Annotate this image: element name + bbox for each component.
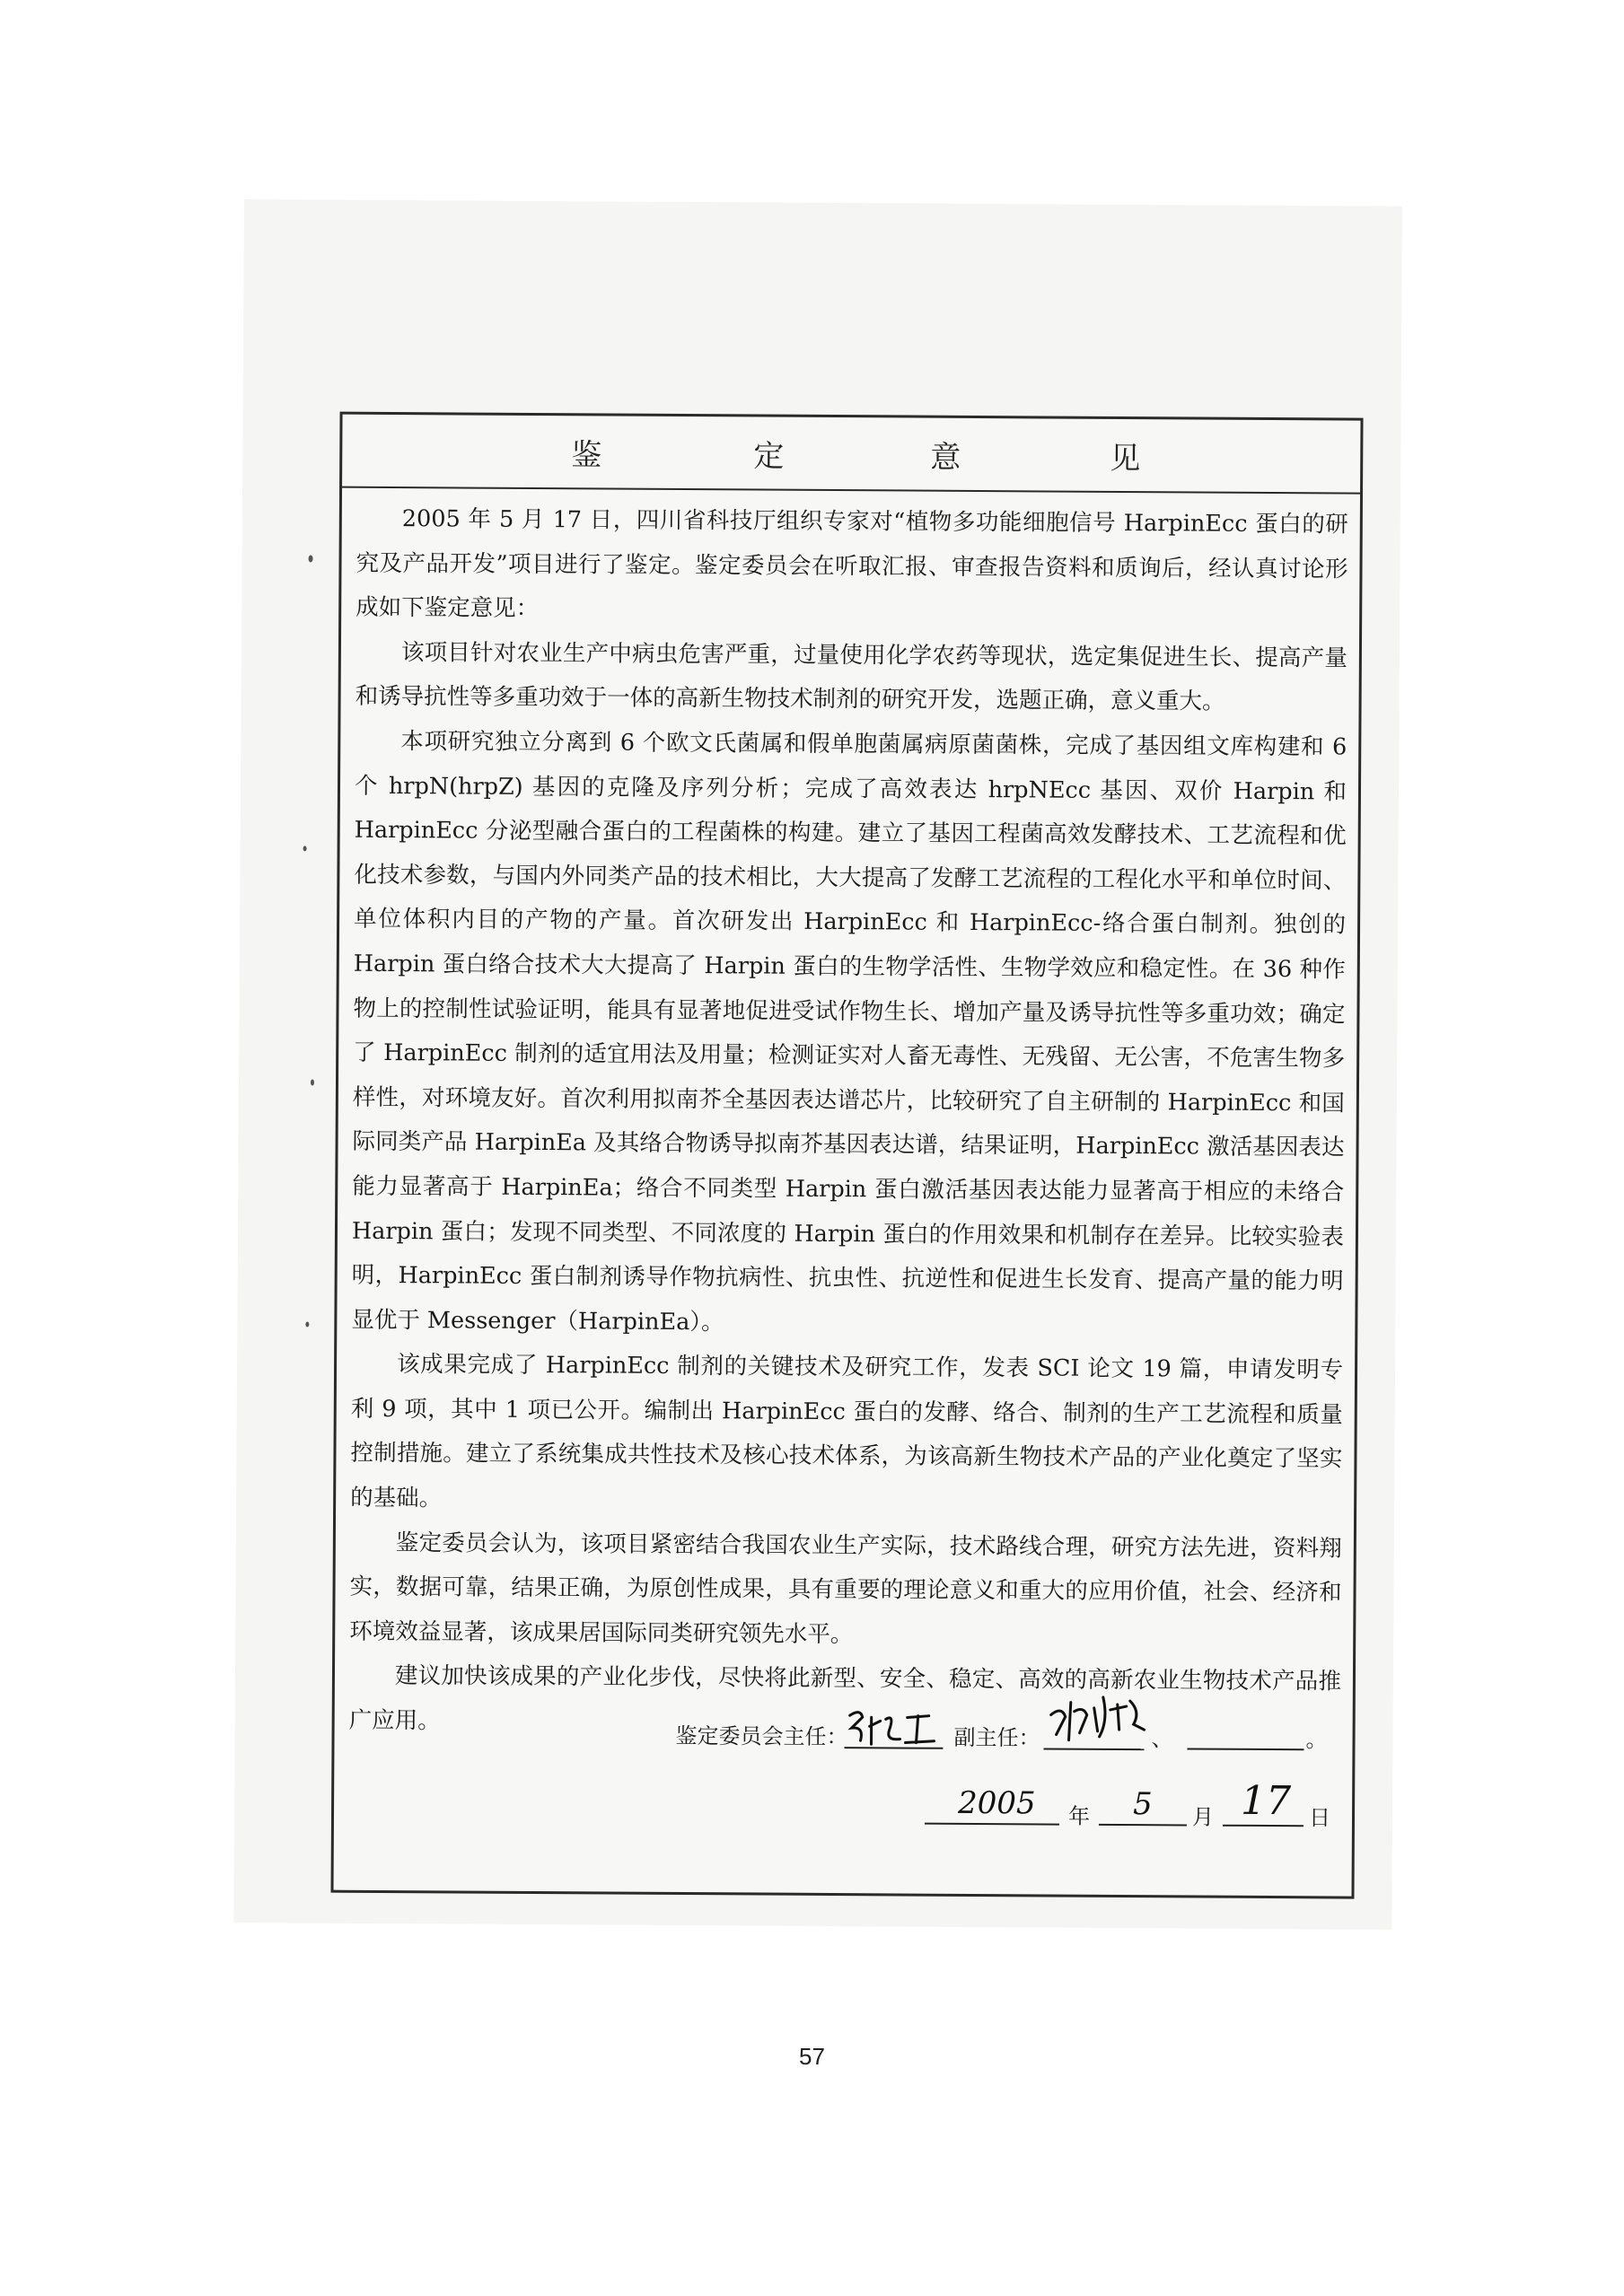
blank-signature-line	[1187, 1748, 1304, 1750]
date-day: 17	[1240, 1777, 1292, 1825]
signature-row	[334, 1707, 1357, 1758]
title-char: 见	[1110, 440, 1141, 478]
paragraph-conclusion: 鉴定委员会认为，该项目紧密结合我国农业生产实际，技术路线合理，研究方法先进，资料翔实，数据可靠，结果正确，为原创性成果，具有重要的理论意义和重大的应用价值，社会、经济和环境效益显著，该成果居国际同类研究领先水平。	[349, 1529, 1342, 1649]
chair-signature-icon	[844, 1704, 943, 1752]
scanned-page	[233, 199, 1402, 1930]
signature-end-mark: 。	[1305, 1727, 1328, 1753]
title-char: 定	[753, 438, 785, 475]
day-line	[1223, 1825, 1304, 1827]
signature-separator: 、	[1151, 1726, 1173, 1752]
title-char: 鉴	[571, 437, 602, 474]
scan-speck	[305, 1321, 309, 1327]
paragraph-intro: 2005 年 5 月 17 日，四川省科技厅组织专家对“植物多功能细胞信号 HarpinEcc 蛋白的研究及产品开发”项目进行了鉴定。鉴定委员会在听取汇报、审查报告资料和质询后，经认真讨论形成如下鉴定意见：	[356, 505, 1348, 623]
day-unit: 日	[1308, 1805, 1331, 1831]
vice-chair-label: 副主任：	[953, 1724, 1040, 1751]
month-line	[1099, 1824, 1187, 1827]
vice-chair-signature-icon	[1043, 1684, 1151, 1753]
paragraph-significance: 该项目针对农业生产中病虫危害严重，过量使用化学农药等现状，选定集促进生长、提高产量和诱导抗性等多重功效于一体的高新生物技术制剂的研究开发，选题正确，意义重大。	[355, 638, 1347, 716]
page-number: 57	[799, 2043, 825, 2070]
year-line	[925, 1823, 1059, 1826]
month-unit: 月	[1191, 1804, 1215, 1830]
paragraph-recommendation: 建议加快该成果的产业化步伐，尽快将此新型、安全、稳定、高效的高新农业生物技术产品推广应用。	[348, 1662, 1342, 1735]
scan-speck	[311, 1079, 314, 1085]
date-month: 5	[1132, 1786, 1153, 1823]
scan-speck	[309, 555, 313, 562]
title-char: 意	[930, 439, 961, 476]
form-title	[342, 415, 1360, 495]
date-row	[334, 1777, 1357, 1835]
appraisal-opinion-text	[348, 497, 1347, 1749]
date-year: 2005	[957, 1784, 1036, 1822]
chair-label: 鉴定委员会主任：	[675, 1722, 848, 1750]
appraisal-form	[330, 412, 1363, 1899]
paragraph-achievements: 该成果完成了 HarpinEcc 制剂的关键技术及研究工作，发表 SCI 论文 19 篇，申请发明专利 9 项，其中 1 项已公开。编制出 HarpinEcc 蛋白的发酵、络合、制剂的生产工艺流程和质量控制措施。建立了系统集成共性技术及核心技术体系，为该高新生物技术产品的产业化奠定了坚实的基础。	[350, 1351, 1344, 1512]
year-unit: 年	[1067, 1803, 1091, 1829]
scan-speck	[303, 846, 307, 851]
paragraph-research: 本项研究独立分离到 6 个欧文氏菌属和假单胞菌属病原菌菌株，完成了基因组文库构建和 6 个 hrpN(hrpZ) 基因的克隆及序列分析；完成了高效表达 hrpNEcc 基因、双价 Harpin 和 HarpinEcc 分泌型融合蛋白的工程菌株的构建。建立了基因工程菌高效发酵技术、工艺流程和优化技术参数，与国内外同类产品的技术相比，大大提高了发酵工艺流程的工程化水平和单位时间、单位体积内目的产物的产量。首次研发出 HarpinEcc 和 HarpinEcc-络合蛋白制剂。独创的 Harpin 蛋白络合技术大大提高了 Harpin 蛋白的生物学活性、生物学效应和稳定性。在 36 种作物上的控制性试验证明，能具有显著地促进受试作物生长、增加产量及诱导抗性等多重功效；确定了 HarpinEcc 制剂的适宜用法及用量；检测证实对人畜无毒性、无残留、无公害，不危害生物多样性，对环境友好。首次利用拟南芥全基因表达谱芯片，比较研究了自主研制的 HarpinEcc 和国际同类产品 HarpinEa 及其络合物诱导拟南芥基因表达谱，结果证明，HarpinEcc 激活基因表达能力显著高于 HarpinEa；络合不同类型 Harpin 蛋白激活基因表达能力显著高于相应的未络合 Harpin 蛋白；发现不同类型、不同浓度的 Harpin 蛋白的作用效果和机制存在差异。比较实验表明，HarpinEcc 蛋白制剂诱导作物抗病性、抗虫性、抗逆性和促进生长发育、提高产量的能力明显优于 Messenger（HarpinEa）。	[351, 728, 1347, 1336]
